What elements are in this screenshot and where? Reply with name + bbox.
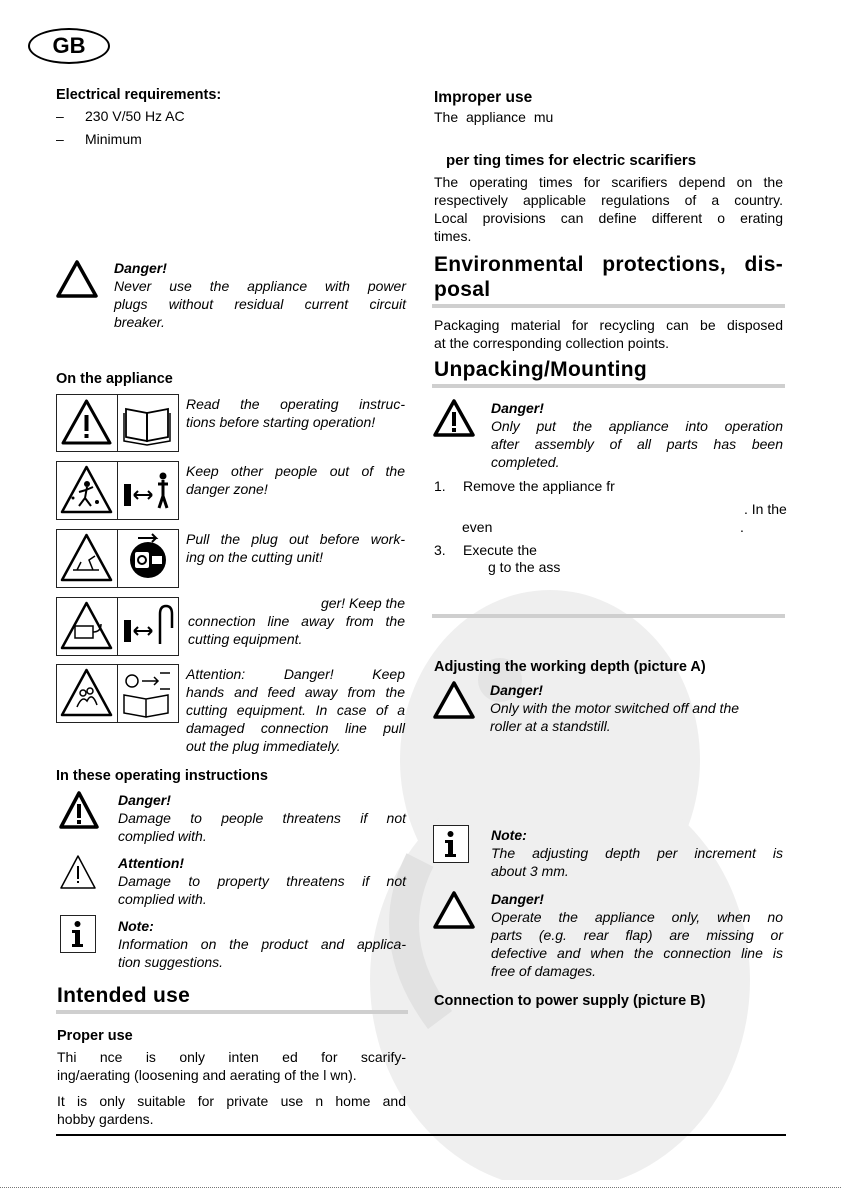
step-text: Remove the appliance fr <box>463 478 615 494</box>
paragraph-line: It is only suitable for private use n home and <box>57 1093 406 1109</box>
section-title-environmental-cont: posal <box>434 278 491 301</box>
note-text-line: The adjusting depth per increment is <box>491 845 783 861</box>
paragraph-line: Packaging material for recycling can be disposed <box>434 317 783 333</box>
keep-distance-symbol-box <box>117 461 179 520</box>
danger-triangle-icon <box>432 680 476 720</box>
manual-plug-symbol-box <box>117 664 179 723</box>
section-title-unpacking: Unpacking/Mounting <box>434 358 648 381</box>
section-title-environmental: Environmental protections, dis- <box>434 253 783 276</box>
in-these-instructions-heading: In these operating instructions <box>56 768 268 784</box>
cable-distance-symbol-box <box>117 597 179 656</box>
danger-text-line: parts (e.g. rear flap) are missing or <box>491 927 783 943</box>
thrown-objects-icon <box>57 462 116 518</box>
connection-power-heading: Connection to power supply (picture B) <box>434 993 706 1009</box>
symbol-description: Read the operating instruc- <box>186 396 405 412</box>
step-text: even <box>462 519 493 535</box>
on-appliance-heading: On the appliance <box>56 371 173 387</box>
paragraph-line: ing/aerating (loosening and aerating of the l wn). <box>57 1067 357 1083</box>
symbol-description: hands and feed away from the <box>186 684 405 700</box>
step-number: 1. <box>434 478 446 494</box>
book-plug-icon <box>118 665 177 721</box>
symbol-description: damaged connection line pull <box>186 720 405 736</box>
paragraph-line: hobby gardens. <box>57 1111 154 1127</box>
paragraph-line: The operating times for scarifiers depend on the <box>434 174 783 190</box>
danger-text-line: Never use the appliance with power <box>114 278 406 294</box>
danger-text-line: free of damages. <box>491 963 597 979</box>
danger-title: Danger! <box>491 400 544 416</box>
note-text-line: Information on the product and applica- <box>118 936 406 952</box>
cutting-unit-hand-icon <box>57 530 116 586</box>
step-number: 3. <box>434 542 446 558</box>
page-edge-dotted <box>0 1187 841 1188</box>
unplug-icon <box>118 530 177 586</box>
list-item-text: Minimum <box>85 131 142 147</box>
note-text-line: tion suggestions. <box>118 954 224 970</box>
warning-symbol-box <box>56 394 118 452</box>
section-divider <box>432 384 785 388</box>
page-bottom-rule <box>56 1134 786 1136</box>
attention-title: Attention! <box>118 855 185 871</box>
hands-feet-danger-icon <box>57 665 116 721</box>
paragraph-line: The appliance mu <box>434 109 554 125</box>
paragraph-line: Thi nce is only inten ed for scarify- <box>57 1049 406 1065</box>
symbol-description: cutting equipment. In case of a <box>186 702 405 718</box>
warning-symbol-box <box>56 461 118 520</box>
danger-text-line: Only put the appliance into operation <box>491 418 783 434</box>
step-text: . In the <box>744 501 787 517</box>
section-divider <box>56 1010 408 1014</box>
section-divider <box>432 304 785 308</box>
open-book-icon <box>118 395 177 450</box>
danger-text-line: Operate the appliance only, when no <box>491 909 783 925</box>
danger-text-line: completed. <box>491 454 560 470</box>
note-title: Note: <box>491 827 527 843</box>
paragraph-line: times. <box>434 228 472 244</box>
cable-danger-icon <box>57 598 116 654</box>
symbol-description: connection line away from the <box>188 613 405 629</box>
list-item: – <box>56 108 64 124</box>
danger-text-line: Damage to people threatens if not <box>118 810 406 826</box>
symbol-description <box>188 594 405 613</box>
attention-triangle-icon <box>58 853 98 891</box>
danger-triangle-icon <box>432 890 476 930</box>
list-item: – <box>56 131 64 147</box>
warning-symbol-box <box>56 664 118 723</box>
paragraph-line: at the corresponding collection points. <box>434 335 670 351</box>
step-text: . <box>740 519 744 535</box>
adjusting-depth-heading: Adjusting the working depth (picture A) <box>434 659 706 675</box>
symbol-description: ing on the cutting unit! <box>186 549 323 565</box>
electrical-requirements-heading: Electrical requirements: <box>56 87 222 103</box>
note-info-icon <box>60 915 96 953</box>
symbol-description: Attention: Danger! Keep <box>186 666 405 682</box>
manual-symbol-box <box>117 394 179 452</box>
proper-use-heading: Proper use <box>57 1028 133 1044</box>
keep-distance-icon <box>118 462 177 518</box>
danger-text-line: breaker. <box>114 314 165 330</box>
symbol-description: danger zone! <box>186 481 268 497</box>
danger-text-line: Only with the motor switched off and the <box>490 700 740 716</box>
danger-title: Danger! <box>490 682 543 698</box>
note-info-icon <box>433 825 469 863</box>
warning-triangle-icon <box>57 395 116 450</box>
attention-text-line: complied with. <box>118 891 207 907</box>
attention-text-line: Damage to property threatens if not <box>118 873 406 889</box>
step-text: Execute the <box>463 542 537 558</box>
symbol-description: out the plug immediately. <box>186 738 341 754</box>
section-title-intended-use: Intended use <box>57 984 191 1007</box>
danger-text-line: after assembly of all parts has been <box>491 436 783 452</box>
symbol-description: Pull the plug out before work- <box>186 531 405 547</box>
step-text: g to the ass <box>488 559 561 575</box>
warning-symbol-box <box>56 529 118 588</box>
symbol-description: Keep other people out of the <box>186 463 405 479</box>
danger-title: Danger! <box>491 891 544 907</box>
paragraph-line: Local provisions can define different o erating <box>434 210 783 226</box>
improper-use-heading: Improper use <box>434 89 533 106</box>
paragraph-line: respectively applicable regulations of a country. <box>434 192 783 208</box>
danger-title: Danger! <box>118 792 171 808</box>
danger-text-line: roller at a standstill. <box>490 718 611 734</box>
danger-exclamation-icon <box>58 790 100 830</box>
danger-title: Danger! <box>114 260 167 276</box>
danger-text-line: complied with. <box>118 828 207 844</box>
symbol-description: cutting equipment. <box>188 631 303 647</box>
warning-symbol-box <box>56 597 118 656</box>
note-title: Note: <box>118 918 154 934</box>
operating-times-heading: per ting times for electric scarifiers <box>446 152 697 169</box>
symbol-description-fragment: ger! Keep the <box>320 595 405 611</box>
danger-text-line: plugs without residual current circuit <box>114 296 406 312</box>
danger-triangle-icon <box>55 259 99 299</box>
danger-exclamation-icon <box>432 398 476 438</box>
note-text-line: about 3 mm. <box>491 863 569 879</box>
language-badge: GB <box>28 28 110 64</box>
danger-text-line: defective and when the connection line is <box>491 945 783 961</box>
unplug-symbol-box <box>117 529 179 588</box>
symbol-description: tions before starting operation! <box>186 414 376 430</box>
section-divider <box>432 614 785 618</box>
cable-distance-icon <box>118 598 177 654</box>
list-item-text: 230 V/50 Hz AC <box>85 108 185 124</box>
